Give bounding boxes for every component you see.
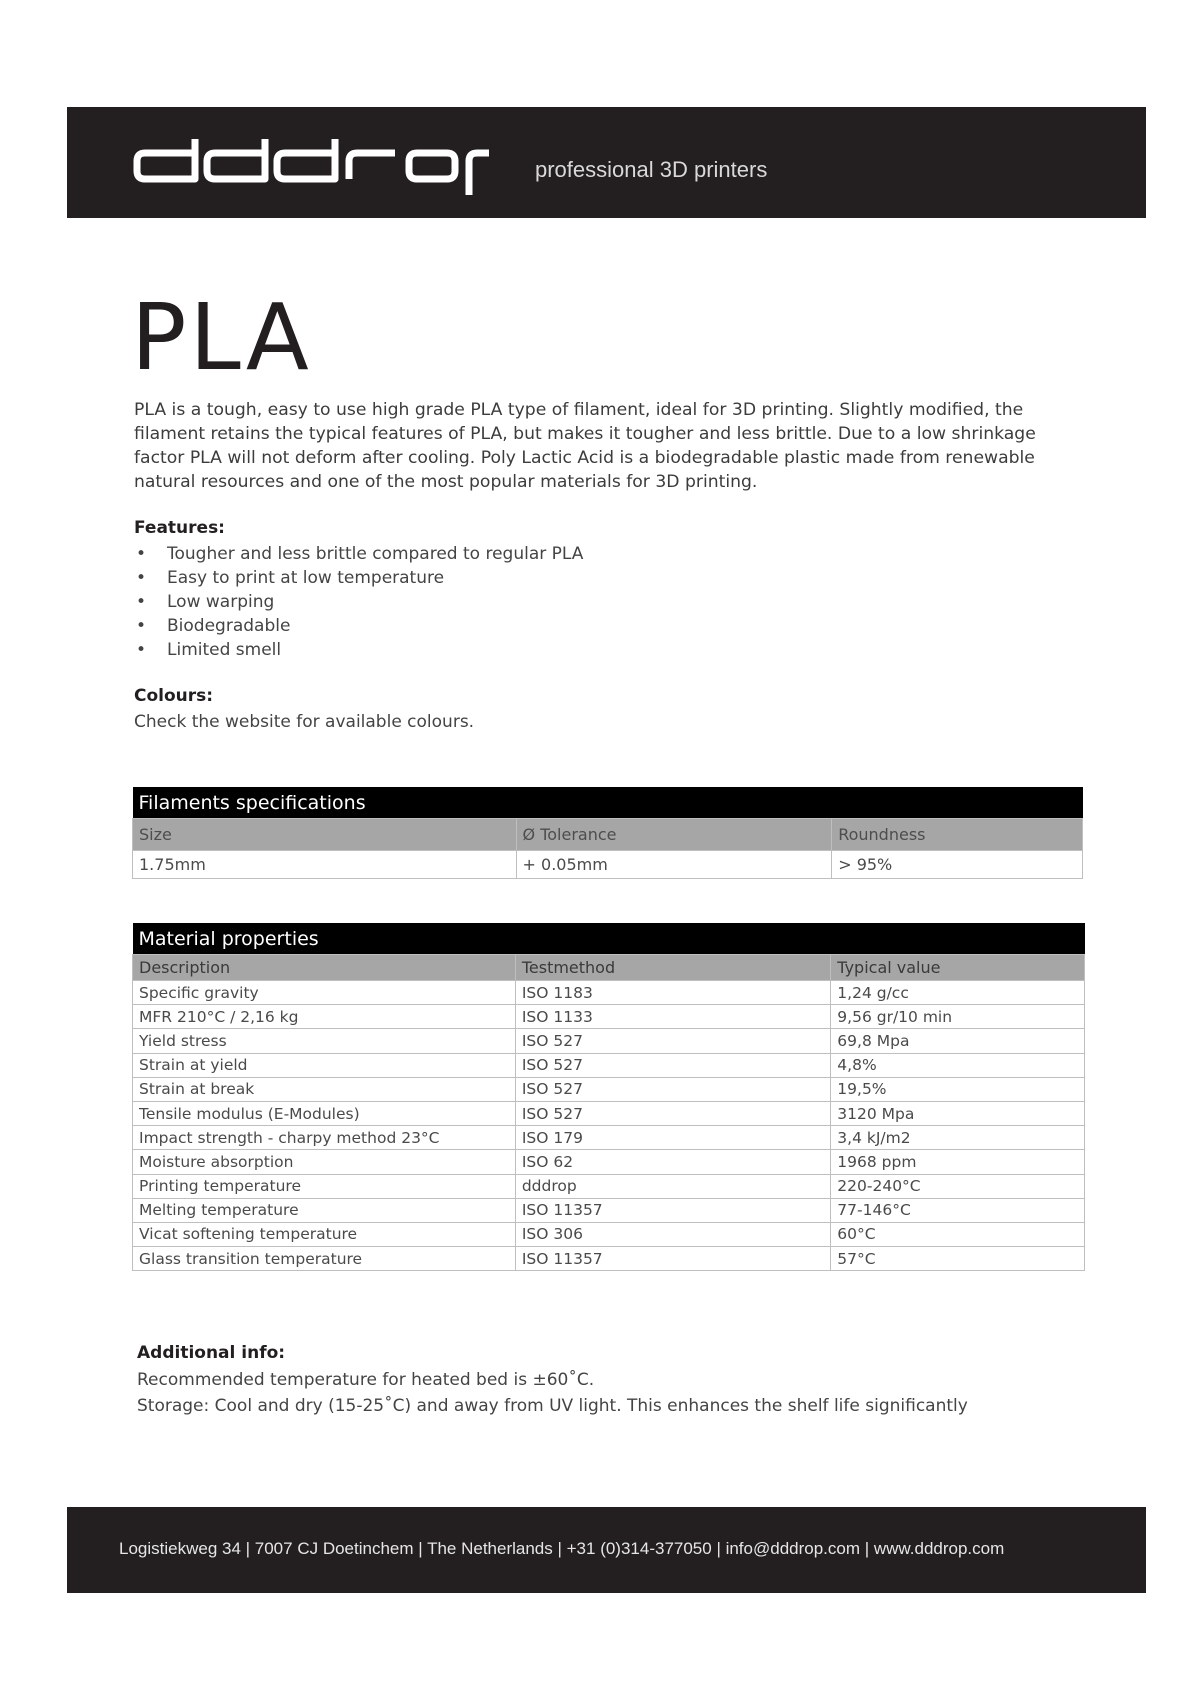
table-row [133, 1005, 1085, 1029]
feature-item: • Low warping [134, 590, 583, 614]
table-cell: 3120 Mpa [831, 1101, 1085, 1125]
table-row [133, 1150, 1085, 1174]
table-row [133, 1126, 1085, 1150]
table-cell: Impact strength - charpy method 23°C [133, 1126, 516, 1150]
material-properties-table [132, 923, 1085, 1271]
table-cell: Specific gravity [133, 981, 516, 1005]
table-row [133, 1247, 1085, 1271]
table-cell: 1,24 g/cc [831, 981, 1085, 1005]
colours-text: Check the website for available colours. [134, 712, 475, 732]
table-row [133, 1053, 1085, 1077]
table-cell: 69,8 Mpa [831, 1029, 1085, 1053]
table-cell: ISO 527 [515, 1101, 830, 1125]
table-cell: ISO 62 [515, 1150, 830, 1174]
colours-heading: Colours: [134, 686, 214, 706]
table-cell: 9,56 gr/10 min [831, 1005, 1085, 1029]
additional-info-line: Recommended temperature for heated bed is ±60˚C. [137, 1370, 595, 1390]
feature-item: • Tougher and less brittle compared to regular PLA [134, 542, 583, 566]
table-cell: ISO 527 [515, 1077, 830, 1101]
table-cell: ISO 306 [515, 1222, 830, 1246]
table-row [133, 851, 1083, 879]
table-row [133, 981, 1085, 1005]
table-cell: ISO 1183 [515, 981, 830, 1005]
table-cell: 57°C [831, 1247, 1085, 1271]
table-cell: 1968 ppm [831, 1150, 1085, 1174]
table-cell: 19,5% [831, 1077, 1085, 1101]
page-title: PLA [131, 284, 312, 391]
table-cell: + 0.05mm [516, 851, 832, 879]
dddrop-logo [133, 135, 533, 197]
table-title: Filaments specifications [133, 787, 1083, 819]
header-band [67, 107, 1146, 218]
table-cell: > 95% [832, 851, 1083, 879]
table-cell: ISO 527 [515, 1053, 830, 1077]
table-cell: ISO 527 [515, 1029, 830, 1053]
feature-item: • Biodegradable [134, 614, 583, 638]
table-cell: Moisture absorption [133, 1150, 516, 1174]
table-cell: ISO 11357 [515, 1247, 830, 1271]
features-list [134, 542, 583, 662]
table-cell: 220-240°C [831, 1174, 1085, 1198]
table-row [133, 1222, 1085, 1246]
table-row [133, 1101, 1085, 1125]
table-title: Material properties [133, 923, 1085, 955]
table-row [133, 1029, 1085, 1053]
footer-contact: Logistiekweg 34 | 7007 CJ Doetinchem | The Netherlands | +31 (0)314-377050 | info@dddrop.com | www.dddrop.com [119, 1539, 1005, 1558]
table-cell: MFR 210°C / 2,16 kg [133, 1005, 516, 1029]
features-heading: Features: [134, 518, 225, 538]
table-cell: Strain at yield [133, 1053, 516, 1077]
table-cell: 60°C [831, 1222, 1085, 1246]
table-cell: Vicat softening temperature [133, 1222, 516, 1246]
column-header: Size [133, 819, 517, 851]
column-header: Typical value [831, 955, 1085, 981]
column-header: Description [133, 955, 516, 981]
table-cell: Tensile modulus (E-Modules) [133, 1101, 516, 1125]
column-header: Testmethod [515, 955, 830, 981]
additional-info-line: Storage: Cool and dry (15-25˚C) and away from UV light. This enhances the shelf life significantly [137, 1396, 968, 1416]
table-cell: Yield stress [133, 1029, 516, 1053]
table-cell: Printing temperature [133, 1174, 516, 1198]
table-cell: Strain at break [133, 1077, 516, 1101]
additional-info-heading: Additional info: [137, 1343, 286, 1363]
table-cell: dddrop [515, 1174, 830, 1198]
table-row [133, 1174, 1085, 1198]
feature-item: • Easy to print at low temperature [134, 566, 583, 590]
table-cell: 4,8% [831, 1053, 1085, 1077]
column-header: Roundness [832, 819, 1083, 851]
table-cell: 1.75mm [133, 851, 517, 879]
footer-band [67, 1507, 1146, 1593]
intro-paragraph: PLA is a tough, easy to use high grade PLA type of filament, ideal for 3D printing. Slightly modified, the filament retains the typical features of PLA, but makes it tougher and less brittle. Due to a low shrinkage factor PLA will not deform after cooling. Poly Lactic Acid is a biodegradable plastic made from renewable natural resources and one of the most popular materials for 3D printing. [134, 400, 1036, 492]
table-cell: Glass transition temperature [133, 1247, 516, 1271]
table-cell: 3,4 kJ/m2 [831, 1126, 1085, 1150]
filament-specs-table [132, 787, 1083, 879]
table-cell: ISO 11357 [515, 1198, 830, 1222]
table-cell: ISO 1133 [515, 1005, 830, 1029]
table-cell: 77-146°C [831, 1198, 1085, 1222]
table-cell: Melting temperature [133, 1198, 516, 1222]
table-row [133, 1077, 1085, 1101]
column-header: Ø Tolerance [516, 819, 832, 851]
table-cell: ISO 179 [515, 1126, 830, 1150]
table-row [133, 1198, 1085, 1222]
tagline: professional 3D printers [535, 157, 768, 182]
feature-item: • Limited smell [134, 638, 583, 662]
